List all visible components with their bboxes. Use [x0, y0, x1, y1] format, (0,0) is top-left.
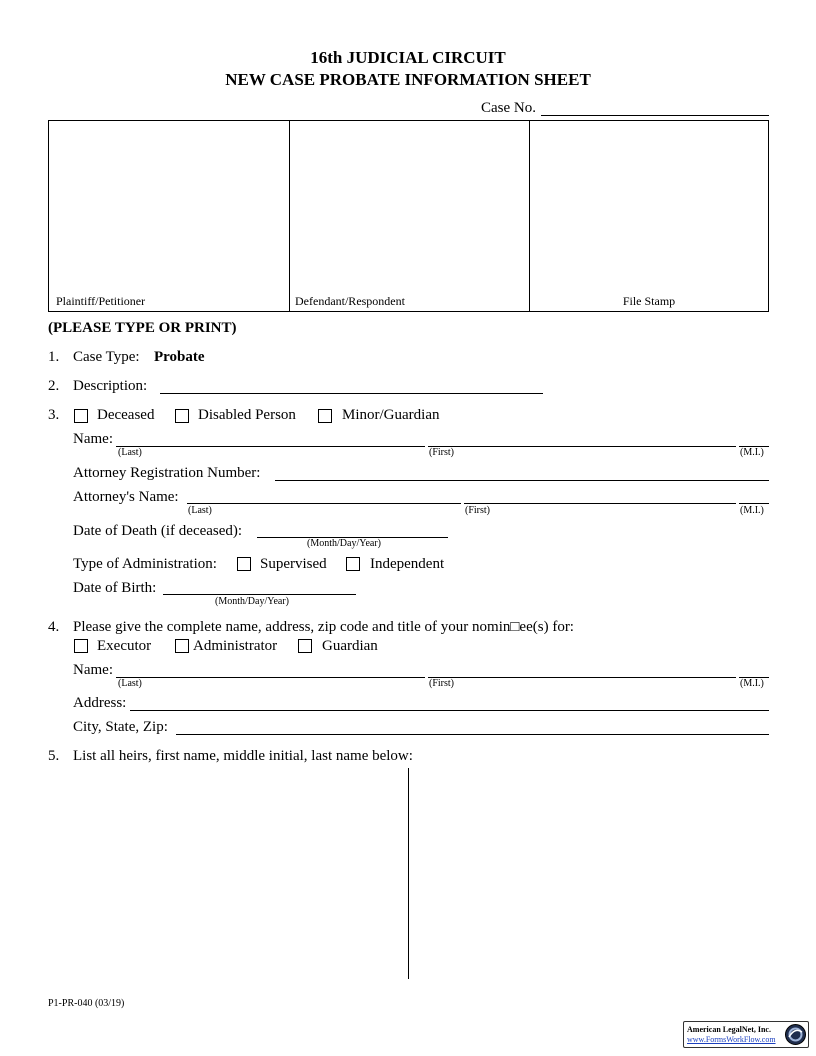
city-label: City, State, Zip:	[73, 719, 168, 735]
defendant-label: Defendant/Respondent	[295, 294, 405, 308]
dob-label: Date of Birth:	[73, 580, 157, 596]
attorney-last-field[interactable]	[187, 503, 461, 504]
nominee-last-field[interactable]	[116, 677, 425, 678]
attorney-mi-field[interactable]	[739, 503, 769, 504]
heirs-right-area[interactable]	[412, 770, 769, 975]
administrator-checkbox[interactable]	[175, 639, 189, 653]
name-mi-caption: (M.I.)	[740, 447, 764, 458]
date-of-death-format: (Month/Day/Year)	[307, 538, 381, 549]
independent-label: Independent	[370, 556, 445, 572]
instructions: (PLEASE TYPE OR PRINT)	[48, 320, 237, 336]
nominee-name-label: Name:	[73, 662, 113, 678]
logo-url[interactable]: www.FormsWorkFlow.com	[687, 1035, 776, 1044]
executor-checkbox[interactable]	[74, 639, 88, 653]
plaintiff-box[interactable]	[48, 120, 290, 312]
publisher-logo[interactable]	[683, 1021, 809, 1048]
form-title-line2: NEW CASE PROBATE INFORMATION SHEET	[225, 70, 591, 89]
attorney-last-caption: (Last)	[188, 505, 212, 516]
attorney-name-label: Attorney's Name:	[73, 489, 179, 505]
attorney-mi-caption: (M.I.)	[740, 505, 764, 516]
file-stamp-box	[529, 120, 769, 312]
dob-format: (Month/Day/Year)	[215, 596, 289, 607]
file-stamp-label: File Stamp	[622, 294, 676, 308]
nominee-mi-caption: (M.I.)	[740, 678, 764, 689]
name-first-field[interactable]	[428, 446, 736, 447]
description-field[interactable]	[160, 393, 543, 394]
minor-guardian-checkbox[interactable]	[318, 409, 332, 423]
disabled-person-checkbox[interactable]	[175, 409, 189, 423]
address-label: Address:	[73, 695, 127, 711]
date-of-death-label: Date of Death (if deceased):	[73, 523, 243, 539]
heirs-instructions: List all heirs, first name, middle initial, last name below:	[73, 748, 413, 764]
globe-icon	[784, 1023, 807, 1046]
supervised-label: Supervised	[260, 556, 327, 572]
guardian-label: Guardian	[322, 638, 378, 654]
city-field[interactable]	[176, 734, 769, 735]
nominee-instructions: Please give the complete name, address, zip code and title of your nomin□ee(s) for:	[73, 619, 574, 635]
attorney-first-field[interactable]	[464, 503, 736, 504]
case-no-label: Case No.	[481, 100, 536, 116]
nominee-first-field[interactable]	[428, 677, 736, 678]
disabled-person-label: Disabled Person	[198, 407, 296, 423]
supervised-checkbox[interactable]	[237, 557, 251, 571]
executor-label: Executor	[97, 638, 152, 654]
item5-number: 5.	[48, 748, 60, 764]
name-label: Name:	[73, 431, 113, 447]
item4-number: 4.	[48, 619, 60, 635]
nominee-last-caption: (Last)	[118, 678, 142, 689]
form-id: P1-PR-040 (03/19)	[48, 998, 125, 1009]
attorney-reg-field[interactable]	[275, 480, 769, 481]
heirs-left-area[interactable]	[48, 770, 406, 975]
case-type-label: Case Type:	[73, 349, 140, 365]
deceased-checkbox[interactable]	[74, 409, 88, 423]
attorney-reg-label: Attorney Registration Number:	[73, 465, 261, 481]
admin-type-label: Type of Administration:	[73, 556, 217, 572]
guardian-checkbox[interactable]	[298, 639, 312, 653]
administrator-label: Administrator	[193, 638, 278, 654]
logo-company: American LegalNet, Inc.	[687, 1025, 771, 1034]
name-last-caption: (Last)	[118, 447, 142, 458]
defendant-box[interactable]	[289, 120, 530, 312]
description-label: Description:	[73, 378, 148, 394]
deceased-label: Deceased	[97, 407, 155, 423]
item2-number: 2.	[48, 378, 60, 394]
item3-number: 3.	[48, 407, 60, 423]
case-no-field[interactable]	[541, 115, 769, 116]
item1-number: 1.	[48, 349, 60, 365]
nominee-first-caption: (First)	[429, 678, 454, 689]
plaintiff-label: Plaintiff/Petitioner	[56, 294, 146, 308]
address-field[interactable]	[130, 710, 769, 711]
attorney-first-caption: (First)	[465, 505, 490, 516]
minor-guardian-label: Minor/Guardian	[342, 407, 440, 423]
name-first-caption: (First)	[429, 447, 454, 458]
case-type-value: Probate	[154, 349, 205, 365]
heirs-column-divider	[408, 768, 409, 979]
form-title-line1: 16th JUDICIAL CIRCUIT	[310, 48, 506, 67]
name-last-field[interactable]	[116, 446, 425, 447]
independent-checkbox[interactable]	[346, 557, 360, 571]
dob-field[interactable]	[163, 594, 356, 595]
